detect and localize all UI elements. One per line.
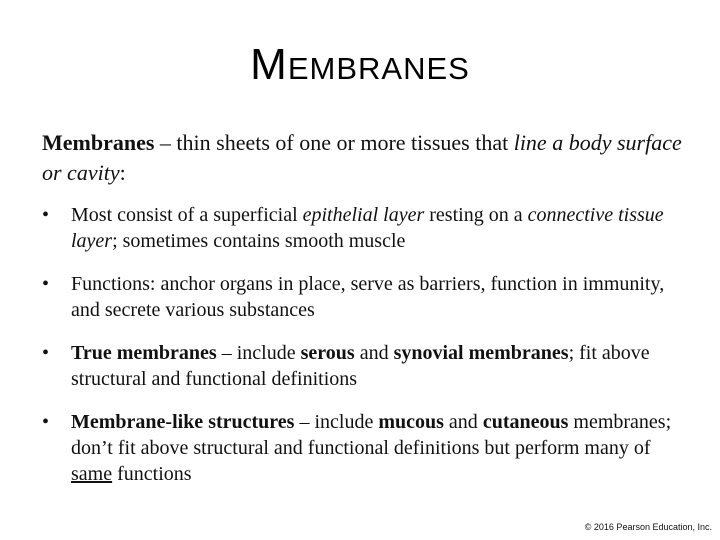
slide-title (0, 40, 720, 90)
bullet-text: resting on a (424, 204, 528, 226)
bullet-text: and (443, 411, 483, 433)
intro-italic: line a body surface or cavity (42, 130, 682, 185)
bullet-item-structure (42, 202, 692, 254)
title-first-letter: M (250, 40, 288, 89)
bullet-item-true-membranes (42, 340, 692, 392)
bullet-italic: connective tissue layer (71, 204, 664, 252)
bullet-text: – include (216, 342, 301, 364)
bullet-item-functions (42, 271, 692, 323)
bullet-list (42, 202, 692, 487)
bullet-text: Most consist of a superficial (71, 204, 303, 226)
bullet-text: ; fit above structural and functional definitions (71, 342, 650, 390)
bullet-underlined: same (71, 463, 113, 485)
bullet-marker: • (42, 204, 50, 226)
bullet-bold: synovial membranes (393, 342, 569, 364)
copyright-footer: © 2016 Pearson Education, Inc. (584, 522, 712, 532)
bullet-marker: • (42, 273, 50, 295)
bullet-bold: Membrane-like structures (71, 411, 295, 433)
bullet-text: – include (294, 411, 379, 433)
bullet-text: functions (112, 463, 192, 485)
bullet-text: and (354, 342, 394, 364)
intro-text-2: : (119, 160, 126, 185)
bullet-bold: True membranes (71, 342, 217, 364)
bullet-item-membrane-like (42, 409, 692, 487)
intro-definition (42, 128, 682, 188)
bullet-marker: • (42, 342, 50, 364)
bullet-italic: epithelial layer (302, 204, 425, 226)
bullet-text: Functions: anchor organs in place, serve as barriers, function in immunity, and secrete various substances (71, 273, 665, 321)
intro-text-1: – thin sheets of one or more tissues that (154, 130, 514, 155)
bullet-text: ; sometimes contains smooth muscle (112, 230, 406, 252)
bullet-bold: mucous (378, 411, 444, 433)
bullet-bold: cutaneous (482, 411, 569, 433)
bullet-marker: • (42, 411, 50, 433)
intro-term: Membranes (42, 130, 155, 155)
title-rest: EMBRANES (287, 51, 470, 86)
bullet-text: membranes; don’t fit above structural and functional definitions but perform many of (71, 411, 672, 459)
bullet-bold: serous (300, 342, 355, 364)
